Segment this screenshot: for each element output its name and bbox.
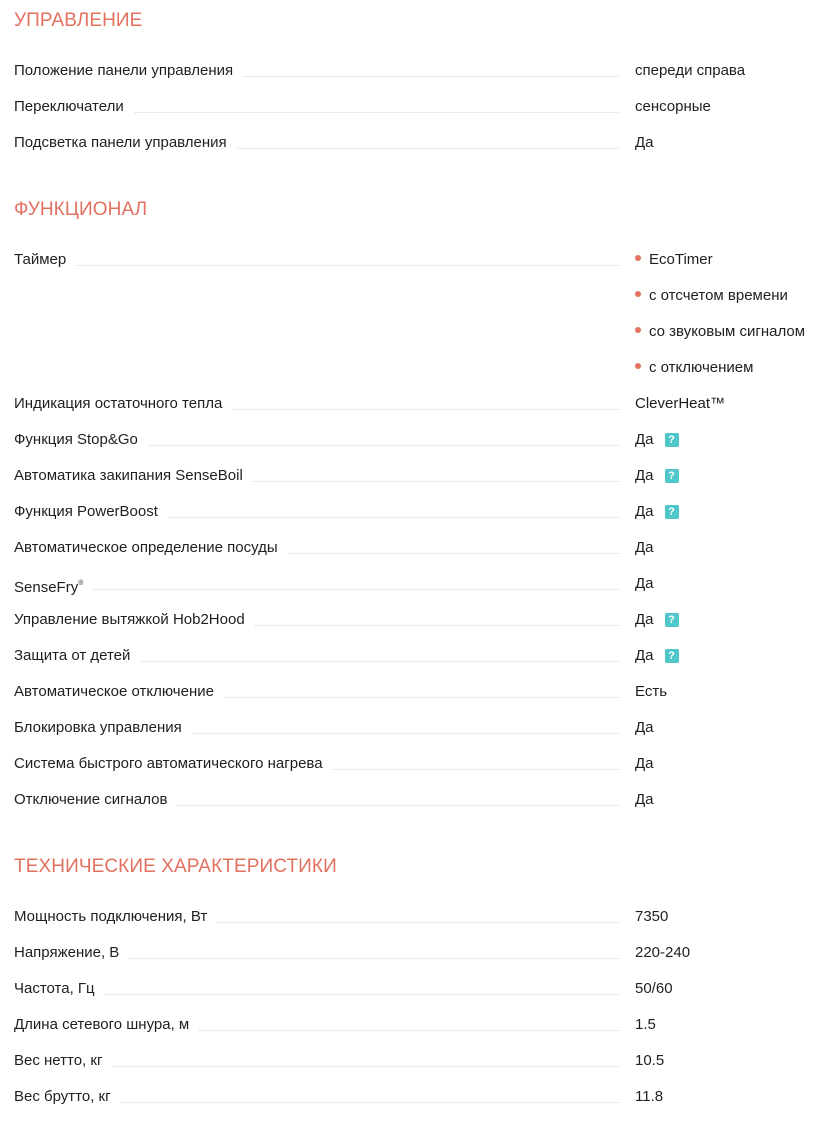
bullet-icon [635, 327, 641, 333]
spec-value: 220-240 [635, 944, 691, 961]
spec-value [635, 645, 679, 667]
bullet-icon [635, 291, 641, 297]
spec-value [635, 501, 679, 523]
spec-label: Частота, Гц [14, 978, 105, 1000]
spec-label: Блокировка управления [14, 717, 192, 739]
spec-value: Да [635, 719, 654, 736]
spec-row-timer-cont [14, 285, 825, 307]
spec-row [14, 132, 825, 154]
spec-value [635, 609, 679, 631]
spec-row [14, 465, 825, 487]
spec-row [14, 978, 825, 1000]
spec-value: 10.5 [635, 1052, 665, 1069]
spec-label: Переключатели [14, 96, 134, 118]
spec-row [14, 573, 825, 595]
spec-value-text: Да [635, 503, 654, 520]
spec-label: Система быстрого автоматического нагрева [14, 753, 333, 775]
dotted-leader [14, 265, 620, 266]
spec-label: Длина сетевого шнура, м [14, 1014, 199, 1036]
help-icon[interactable]: ? [665, 433, 679, 447]
spec-row [14, 681, 825, 703]
spec-value-list-item [635, 321, 805, 343]
spec-label-text: SenseFry [14, 579, 79, 596]
spec-row [14, 753, 825, 775]
spec-row [14, 717, 825, 739]
section-title-tech: ТЕХНИЧЕСКИЕ ХАРАКТЕРИСТИКИ [14, 856, 337, 877]
dotted-leader [14, 994, 620, 995]
spec-value: Да [635, 134, 654, 151]
spec-row [14, 96, 825, 118]
spec-row [14, 501, 825, 523]
dotted-leader [14, 589, 620, 590]
spec-row-timer-cont [14, 321, 825, 343]
spec-label: Автоматическое отключение [14, 681, 224, 703]
spec-label: Положение панели управления [14, 60, 243, 82]
spec-value: Да [635, 575, 654, 592]
spec-value-text: Да [635, 467, 654, 484]
help-icon[interactable]: ? [665, 469, 679, 483]
spec-row [14, 537, 825, 559]
spec-value [635, 429, 679, 451]
spec-label: Вес нетто, кг [14, 1050, 112, 1072]
help-icon[interactable]: ? [665, 649, 679, 663]
spec-value: 7350 [635, 908, 669, 925]
spec-value-list-item [635, 357, 753, 379]
spec-label: Управление вытяжкой Hob2Hood [14, 609, 255, 631]
section-title-control: УПРАВЛЕНИЕ [14, 10, 143, 31]
spec-label: Автоматическое определение посуды [14, 537, 288, 559]
spec-row-timer [14, 249, 825, 271]
spec-value: спереди справа [635, 62, 746, 79]
spec-row [14, 609, 825, 631]
spec-value: 50/60 [635, 980, 673, 997]
spec-label: Защита от детей [14, 645, 140, 667]
spec-row [14, 429, 825, 451]
spec-value [635, 465, 679, 487]
bullet-icon [635, 363, 641, 369]
bullet-icon [635, 255, 641, 261]
spec-label: Напряжение, В [14, 942, 129, 964]
spec-value: 11.8 [635, 1088, 664, 1105]
spec-value-list-item [635, 285, 788, 307]
help-icon[interactable]: ? [665, 505, 679, 519]
spec-value: CleverHeat™ [635, 395, 726, 412]
registered-mark: ® [78, 580, 84, 587]
spec-label: Автоматика закипания SenseBoil [14, 465, 253, 487]
spec-label: Функция PowerBoost [14, 501, 168, 523]
spec-label: Вес брутто, кг [14, 1086, 121, 1108]
spec-row [14, 1014, 825, 1036]
spec-label: Таймер [14, 249, 76, 271]
spec-label: Мощность подключения, Вт [14, 906, 217, 928]
spec-value-list-item [635, 249, 713, 271]
spec-row-timer-cont [14, 357, 825, 379]
spec-label [14, 573, 93, 599]
spec-value: Да [635, 791, 654, 808]
timer-option: с отсчетом времени [649, 287, 788, 304]
spec-value-text: Да [635, 431, 654, 448]
help-icon[interactable]: ? [665, 613, 679, 627]
spec-label: Отключение сигналов [14, 789, 177, 811]
spec-row [14, 1050, 825, 1072]
spec-value-text: Да [635, 611, 654, 628]
spec-row [14, 906, 825, 928]
spec-row [14, 789, 825, 811]
spec-label: Индикация остаточного тепла [14, 393, 232, 415]
spec-value: Да [635, 755, 654, 772]
spec-label: Подсветка панели управления [14, 132, 237, 154]
timer-option: EcoTimer [649, 251, 713, 268]
spec-row [14, 942, 825, 964]
spec-value: Есть [635, 683, 668, 700]
spec-label: Функция Stop&Go [14, 429, 148, 451]
timer-option: со звуковым сигналом [649, 323, 806, 340]
spec-row [14, 60, 825, 82]
spec-row [14, 1086, 825, 1108]
spec-row [14, 393, 825, 415]
spec-value: сенсорные [635, 98, 711, 115]
section-title-functions: ФУНКЦИОНАЛ [14, 199, 148, 220]
spec-value: 1.5 [635, 1016, 656, 1033]
spec-value: Да [635, 539, 654, 556]
timer-option: с отключением [649, 359, 754, 376]
spec-value-text: Да [635, 647, 654, 664]
spec-row [14, 645, 825, 667]
